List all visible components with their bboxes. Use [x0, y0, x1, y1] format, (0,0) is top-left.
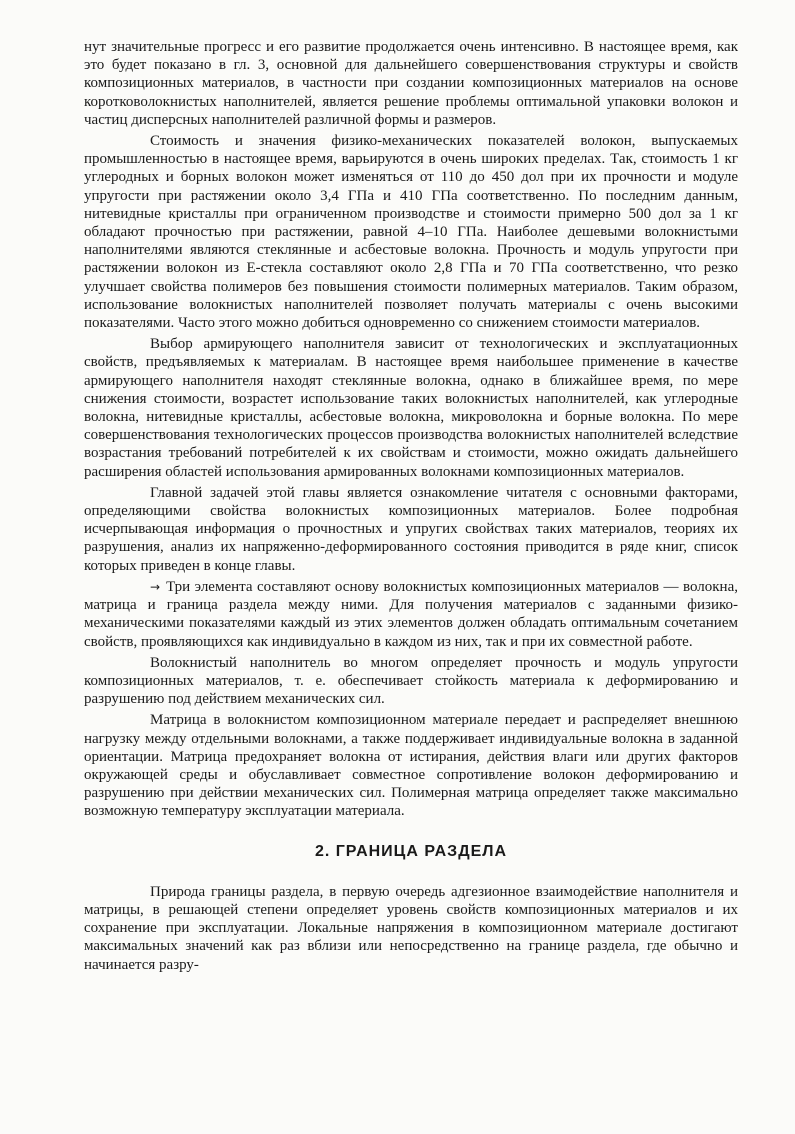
margin-arrow-icon: → — [150, 579, 161, 594]
paragraph-continuation: нут значительные прогресс и его развитие продолжается очень интенсивно. В настоящее время, как это будет показано в гл. 3, основной для дальнейшего совершенствования структуры и свойств композиционных материалов, в частности при создании композиционных материалов на основе коротковолокнистых наполнителей, является решение проблемы оптимальной упаковки волокон и частиц дисперсных наполнителей различной формы и размеров. — [84, 39, 738, 128]
paragraph-three-elements — [84, 578, 738, 651]
paragraph-interface: Природа границы раздела, в первую очередь адгезионное взаимодействие наполнителя и матрицы, в решающей степени определяет уровень свойств композиционных материалов и их сохранение при эксплуатации. Локальные напряжения в композиционном материале достигают максимальных значений как раз вблизи или непосредственно на границе раздела, где обычно и начинается разру- — [84, 883, 738, 973]
paragraph-matrix: Матрица в волокнистом композиционном материале передает и распределяет внешнюю нагрузку между отдельными волокнами, а также поддерживает индивидуальные волокна в заданной ориентации. Матрица предохраняет волокна от истирания, действия влаги или других факторов окружающей среды и обуславливает совместное сопротивление волокон деформированию и разрушению при действии механических сил. Полимерная матрица определяет также максимально возможную температуру эксплуатации материала. — [84, 712, 738, 820]
section-heading: 2. ГРАНИЦА РАЗДЕЛА — [314, 842, 508, 860]
page-text-body — [84, 38, 738, 974]
paragraph-three-elements-text: Три элемента составляют основу волокнистых композиционных материалов — волокна, матрица и граница раздела между ними. Для получения материалов с заданными физико-механическими показателями каждый из этих элементов должен обладать оптимальным сочетанием свойств, проявляющихся как индивидуально в каждом из них, так и при их совместной работе. — [84, 578, 738, 650]
paragraph-chapter-goal: Главной задачей этой главы является ознакомление читателя с основными факторами, определяющими свойства волокнистых композиционных материалов. Более подробная исчерпывающая информация о прочностных и упругих свойствах таких материалов, теориях их разрушения, анализ их напряженно-деформированного состояния приводится в ряде книг, список которых приведен в конце главы. — [84, 484, 738, 574]
paragraph-fiber-cost: Стоимость и значения физико-механических показателей волокон, выпускаемых промышленностью в настоящее время, варьируются в очень широких пределах. Так, стоимость 1 кг углеродных и борных волокон может изменяться от 110 до 450 дол при их прочности и модуле упругости при растяжении около 3,4 ГПа и 410 ГПа соответственно. По последним данным, нитевидные кристаллы при ограниченном производстве и стоимости примерно 500 дол за 1 кг обладают прочностью при растяжении, равной 4–10 ГПа. Наиболее дешевыми волокнистыми наполнителями являются стеклянные и асбестовые волокна. Прочность и модуль упругости при растяжении волокон из Е-стекла составляют около 2,8 ГПа и 70 ГПа соответственно, что резко улучшает свойства полимеров без повышения стоимости полимерных материалов. Таким образом, использование волокнистых наполнителей позволяет получать материалы с очень высокими показателями. Часто этого можно добиться одновременно со снижением стоимости материалов. — [84, 133, 738, 332]
paragraph-filler-choice: Выбор армирующего наполнителя зависит от технологических и эксплуатационных свойств, предъявляемых к материалам. В настоящее время наибольшее применение в качестве армирующего наполнителя находят стеклянные волокна, однако в ближайшее время, по мере снижения стоимости, возрастет использование таких волокнистых наполнителей, как углеродные волокна, нитевидные кристаллы, асбестовые волокна, микроволокна и борные волокна. По мере совершенствования технологических процессов производства волокнистых наполнителей вследствие возрастания требований потребителей к их свойствам и стоимости, можно ожидать дальнейшего расширения областей использования армированных волокнами композиционных материалов. — [84, 336, 738, 480]
paragraph-fiber-filler: Волокнистый наполнитель во многом определяет прочность и модуль упругости композиционных материалов, т. е. обеспечивает стойкость материала к деформированию и разрушению под действием механических сил. — [84, 654, 738, 708]
